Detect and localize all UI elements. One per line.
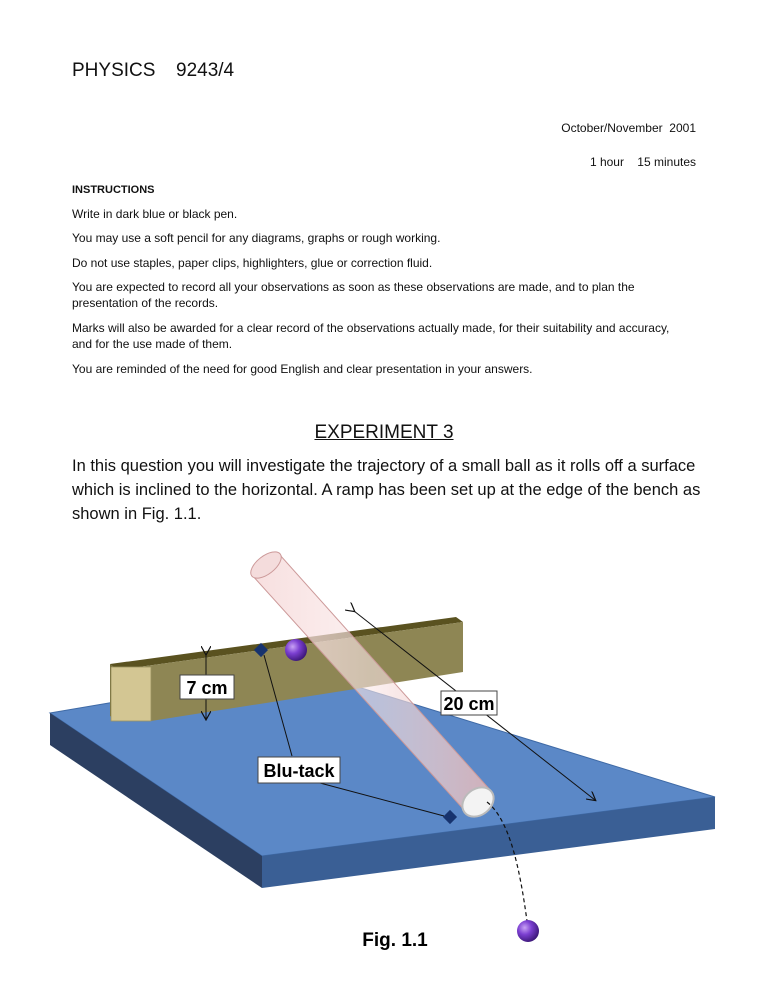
instruction-item: You are reminded of the need for good English and clear presentation in your answers.: [72, 362, 533, 376]
falling-ball: [517, 920, 539, 942]
exam-session: October/November 2001: [561, 121, 696, 135]
subject-title: PHYSICS: [72, 60, 156, 81]
height-label: 7 cm: [186, 678, 228, 698]
instructions-heading: INSTRUCTIONS: [72, 184, 155, 196]
ball-in-tube: [285, 639, 307, 661]
instruction-item: Marks will also be awarded for a clear record of the observations actually made, for their suitability and accuracy, and for the use made of them.: [72, 321, 670, 351]
length-label: 20 cm: [443, 694, 495, 714]
ramp-figure: [0, 540, 768, 994]
instruction-item: You may use a soft pencil for any diagrams, graphs or rough working.: [72, 231, 441, 245]
exam-duration: 1 hour 15 minutes: [589, 155, 696, 169]
figure-caption: Fig. 1.1: [362, 930, 428, 951]
instruction-item: Write in dark blue or black pen.: [72, 207, 238, 221]
instruction-item: You are expected to record all your observations as soon as these observations are made, and to plan the presentation of the records.: [72, 280, 635, 310]
paper-code: 9243/4: [176, 60, 235, 81]
instruction-item: Do not use staples, paper clips, highlighters, glue or correction fluid.: [72, 256, 433, 270]
experiment-title: EXPERIMENT 3: [314, 422, 454, 443]
experiment-intro: In this question you will investigate the trajectory of a small ball as it rolls off a surface which is inclined to the horizontal. A ramp has been set up at the edge of the bench as shown in Fig. 1.1.: [72, 457, 701, 523]
blutack-label: Blu-tack: [263, 761, 335, 781]
